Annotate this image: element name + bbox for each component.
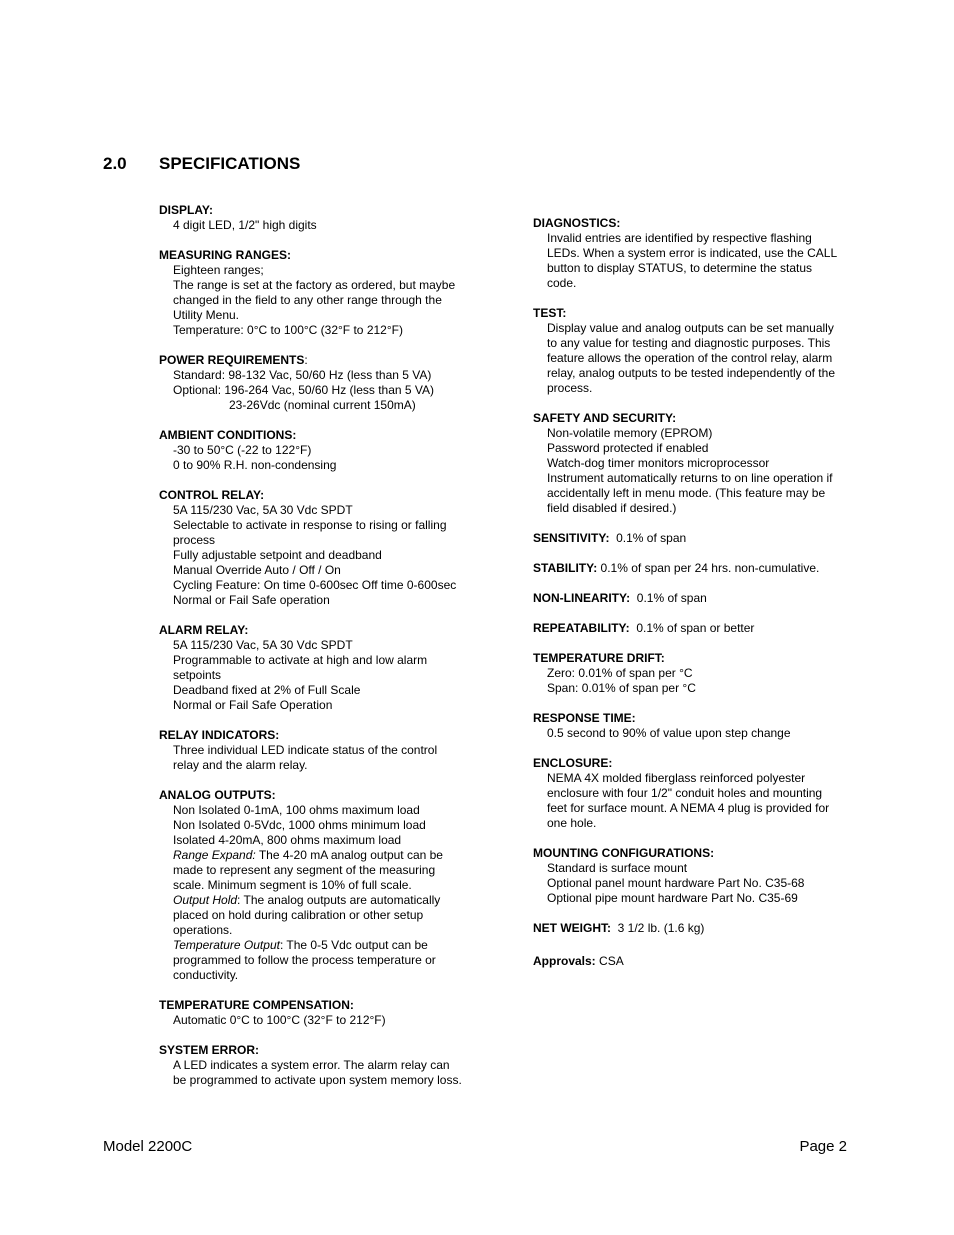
spec-line: Temperature: 0°C to 100°C (32°F to 212°F) [173, 323, 403, 337]
section-number: 2.0 [103, 154, 127, 173]
spec-line: -30 to 50°C (-22 to 122°F) [173, 443, 312, 457]
temperature-output-text: : The 0-5 Vdc output can be [279, 938, 428, 952]
spec-line: feature allows the operation of the control relay, alarm [547, 351, 833, 365]
spec-title-colon: : [304, 353, 308, 367]
spec-alarm-relay [159, 623, 479, 713]
output-hold-text: : The analog outputs are automatically [237, 893, 441, 907]
spec-test [533, 306, 853, 396]
spec-line: enclosure with four 1/2" conduit holes and mounting [547, 786, 823, 800]
spec-title: TEST: [533, 306, 567, 320]
spec-line: Non-volatile memory (EPROM) [547, 426, 713, 440]
spec-line: Non Isolated 0-1mA, 100 ohms maximum load [173, 803, 420, 817]
spec-line: placed on hold during calibration or other setup [173, 908, 424, 922]
spec-enclosure [533, 756, 853, 831]
spec-line: changed in the field to any other range through the [173, 293, 442, 307]
spec-line: code. [547, 276, 577, 290]
spec-line: Display value and analog outputs can be set manually [547, 321, 834, 335]
spec-line: Isolated 4-20mA, 800 ohms maximum load [173, 833, 402, 847]
spec-line: Optional panel mount hardware Part No. C35-68 [547, 876, 805, 890]
spec-line: Optional pipe mount hardware Part No. C35-69 [547, 891, 798, 905]
spec-line: Non Isolated 0-5Vdc, 1000 ohms minimum load [173, 818, 426, 832]
footer-model: Model 2200C [103, 1138, 193, 1155]
spec-line: Standard: 98-132 Vac, 50/60 Hz (less than 5 VA) [173, 368, 432, 382]
spec-line: conductivity. [173, 968, 239, 982]
spec-title: ALARM RELAY: [159, 623, 249, 637]
spec-line: programmed to follow the process temperature or [173, 953, 436, 967]
spec-repeatability [533, 621, 853, 636]
spec-title: ENCLOSURE: [533, 756, 613, 770]
range-expand-label: Range Expand: [173, 848, 256, 862]
spec-line: Fully adjustable setpoint and deadband [173, 548, 382, 562]
spec-ambient [159, 428, 479, 473]
spec-line: operations. [173, 923, 233, 937]
spec-stability [533, 561, 853, 576]
spec-title: TEMPERATURE DRIFT: [533, 651, 665, 665]
spec-line: The range is set at the factory as ordered, but maybe [173, 278, 456, 292]
spec-line: to any value for testing and diagnostic purposes. This [547, 336, 831, 350]
spec-line: accidentally left in menu mode. (This feature may be [547, 486, 826, 500]
output-hold-label: Output Hold [173, 893, 238, 907]
spec-line: Invalid entries are identified by respective flashing [547, 231, 812, 245]
spec-system-error [159, 1043, 479, 1088]
spec-line: A LED indicates a system error. The alarm relay can [173, 1058, 450, 1072]
spec-line: process [173, 533, 216, 547]
spec-line: Span: 0.01% of span per °C [547, 681, 696, 695]
spec-line: Optional: 196-264 Vac, 50/60 Hz (less than 5 VA) [173, 383, 435, 397]
spec-temperature-compensation [159, 998, 479, 1028]
spec-value: 0.1% of span per 24 hrs. non-cumulative. [597, 561, 820, 575]
spec-safety-security [533, 411, 853, 516]
spec-analog-outputs [159, 788, 479, 983]
spec-title: ANALOG OUTPUTS: [159, 788, 276, 802]
spec-title: MOUNTING CONFIGURATIONS: [533, 846, 715, 860]
spec-line: 5A 115/230 Vac, 5A 30 Vdc SPDT [173, 638, 353, 652]
spec-line: LEDs. When a system error is indicated, use the CALL [547, 246, 838, 260]
spec-line: Automatic 0°C to 100°C (32°F to 212°F) [173, 1013, 386, 1027]
spec-measuring-ranges [159, 248, 479, 338]
spec-value: 0.1% of span [609, 531, 687, 545]
spec-value: 0.1% of span or better [629, 621, 755, 635]
spec-title-row [159, 353, 479, 368]
spec-title: SAFETY AND SECURITY: [533, 411, 677, 425]
spec-title: SYSTEM ERROR: [159, 1043, 260, 1057]
spec-line [159, 848, 479, 863]
spec-line: be programmed to activate upon system memory loss. [173, 1073, 462, 1087]
spec-line: 0 to 90% R.H. non-condensing [173, 458, 337, 472]
spec-net-weight [533, 921, 853, 936]
spec-title: TEMPERATURE COMPENSATION: [159, 998, 354, 1012]
spec-title: RESPONSE TIME: [533, 711, 636, 725]
spec-line [159, 938, 479, 953]
spec-temperature-drift [533, 651, 853, 696]
spec-title: DISPLAY: [159, 203, 214, 217]
spec-line [159, 893, 479, 908]
spec-line: relay and the alarm relay. [173, 758, 308, 772]
spec-title: AMBIENT CONDITIONS: [159, 428, 297, 442]
spec-title: MEASURING RANGES: [159, 248, 292, 262]
footer-page-number: Page 2 [799, 1138, 847, 1155]
spec-title: POWER REQUIREMENTS [159, 353, 305, 367]
spec-line: 23-26Vdc (nominal current 150mA) [229, 398, 416, 412]
spec-title: CONTROL RELAY: [159, 488, 265, 502]
spec-response-time [533, 711, 853, 741]
spec-line: field disabled if desired.) [547, 501, 677, 515]
spec-title: STABILITY: [533, 561, 598, 575]
spec-line: Instrument automatically returns to on line operation if [547, 471, 833, 485]
spec-line: Programmable to activate at high and low alarm [173, 653, 428, 667]
spec-title: RELAY INDICATORS: [159, 728, 280, 742]
spec-line: Normal or Fail Safe operation [173, 593, 330, 607]
spec-power [159, 353, 479, 413]
spec-line: Three individual LED indicate status of the control [173, 743, 438, 757]
spec-diagnostics [533, 216, 853, 291]
spec-line: Cycling Feature: On time 0-600sec Off time 0-600sec [173, 578, 457, 592]
spec-line: Selectable to activate in response to rising or falling [173, 518, 447, 532]
range-expand-text: The 4-20 mA analog output can be [255, 848, 443, 862]
spec-display [159, 203, 479, 233]
spec-title: NET WEIGHT: [533, 921, 611, 935]
spec-mounting [533, 846, 853, 906]
temperature-output-label: Temperature Output [173, 938, 280, 952]
spec-title: SENSITIVITY: [533, 531, 610, 545]
right-column [533, 216, 853, 984]
section-title: SPECIFICATIONS [159, 154, 301, 173]
spec-value: CSA [595, 954, 624, 968]
section-heading [103, 154, 300, 174]
spec-line: process. [547, 381, 593, 395]
spec-line: Zero: 0.01% of span per °C [547, 666, 693, 680]
spec-line: button to display STATUS, to determine the status [547, 261, 813, 275]
spec-line: Utility Menu. [173, 308, 240, 322]
spec-line: made to represent any segment of the measuring [173, 863, 436, 877]
spec-line: 4 digit LED, 1/2" high digits [173, 218, 317, 232]
spec-line: Deadband fixed at 2% of Full Scale [173, 683, 361, 697]
spec-value: 0.1% of span [630, 591, 707, 605]
spec-line: feet for surface mount. A NEMA 4 plug is provided for [547, 801, 830, 815]
left-column [159, 203, 479, 1103]
spec-line: Password protected if enabled [547, 441, 709, 455]
spec-value: 3 1/2 lb. (1.6 kg) [611, 921, 705, 935]
spec-line: 5A 115/230 Vac, 5A 30 Vdc SPDT [173, 503, 353, 517]
spec-approvals [533, 954, 853, 969]
spec-line: one hole. [547, 816, 597, 830]
spec-line: Standard is surface mount [547, 861, 688, 875]
spec-line: Manual Override Auto / Off / On [173, 563, 341, 577]
spec-line: Watch-dog timer monitors microprocessor [547, 456, 770, 470]
spec-non-linearity [533, 591, 853, 606]
spec-line: setpoints [173, 668, 222, 682]
spec-line: Eighteen ranges; [173, 263, 264, 277]
spec-title: REPEATABILITY: [533, 621, 630, 635]
spec-sensitivity [533, 531, 853, 546]
spec-line: NEMA 4X molded fiberglass reinforced polyester [547, 771, 806, 785]
spec-line: Normal or Fail Safe Operation [173, 698, 333, 712]
spec-title: NON-LINEARITY: [533, 591, 631, 605]
spec-control-relay [159, 488, 479, 608]
spec-relay-indicators [159, 728, 479, 773]
spec-title: DIAGNOSTICS: [533, 216, 621, 230]
spec-line: relay, analog outputs to be tested independently of the [547, 366, 835, 380]
spec-line: 0.5 second to 90% of value upon step change [547, 726, 791, 740]
spec-line: scale. Minimum segment is 10% of full scale. [173, 878, 412, 892]
spec-title: Approvals: [533, 954, 596, 968]
